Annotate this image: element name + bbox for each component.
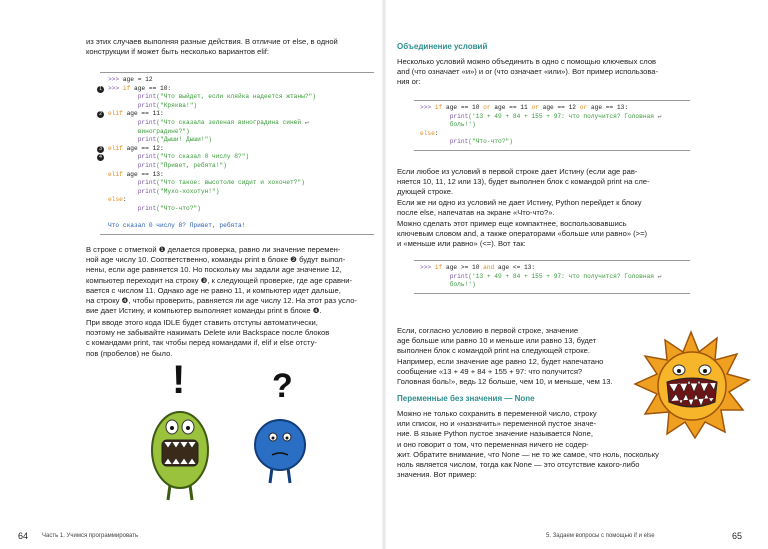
code-token: age == 13: bbox=[587, 104, 629, 111]
text-line: и оно говорит о том, что переменная ничего не содер- bbox=[397, 439, 589, 449]
left-idle-note-paragraph bbox=[86, 318, 366, 359]
code-line bbox=[420, 121, 690, 130]
text-line: ключевым словом and, а также операторами «больше или равно» (>=) bbox=[397, 229, 648, 239]
right-paragraph-none-true bbox=[397, 198, 679, 218]
code-token: : bbox=[122, 196, 127, 204]
text-line: Если же ни одно из условий не дает Истину, Python перейдет к блоку bbox=[397, 198, 642, 207]
text-line: age больше или равно 10 и меньше или равно 13, будет bbox=[397, 336, 597, 346]
text-line: При вводе этого кода IDLE будет ставить отступы автоматически, bbox=[86, 318, 318, 327]
exclamation-icon: ! bbox=[172, 358, 186, 402]
text-line: пов (пробелов) не было. bbox=[86, 348, 173, 358]
code-line bbox=[108, 179, 374, 188]
code-token: print bbox=[137, 136, 157, 144]
code-line bbox=[108, 93, 374, 102]
text-line: ной age числу 10. Соответственно, команды print в блоке ❷ будут выпол- bbox=[86, 255, 346, 265]
code-token: age >= 10 bbox=[442, 264, 484, 271]
code-token: ("Что такое: высотолю сидит и хохочет?") bbox=[156, 179, 305, 187]
text-line: значения. Вот пример: bbox=[397, 470, 477, 480]
code-token bbox=[108, 162, 138, 169]
code-token: age == 12 bbox=[538, 104, 580, 111]
line-wrap-icon: ↵ bbox=[653, 112, 662, 120]
code-token: print bbox=[137, 161, 157, 169]
code-token: print bbox=[449, 112, 469, 120]
text-line: ния or: bbox=[397, 77, 421, 87]
code-token: print bbox=[449, 138, 469, 146]
code-token: elif bbox=[108, 110, 123, 118]
code-token: print bbox=[137, 204, 157, 212]
code-token bbox=[108, 188, 138, 195]
left-code-block bbox=[100, 72, 374, 235]
code-line bbox=[108, 128, 374, 137]
callout-marker: 4 bbox=[97, 154, 104, 161]
code-token: >>> bbox=[420, 104, 435, 111]
code-token bbox=[108, 136, 138, 143]
text-line: В строке с отметкой ❶ делается проверка, равно ли значение перемен- bbox=[86, 245, 341, 254]
text-line: ноль является числом, тогда как None — это отсутствие какого-либо bbox=[397, 460, 640, 470]
code-token: age == 10: bbox=[130, 84, 172, 92]
callout-marker: 2 bbox=[97, 111, 104, 118]
code-token: else bbox=[420, 129, 435, 137]
code-line bbox=[99, 153, 374, 162]
text-line: Например, если значение age равно 12, будет напечатано bbox=[397, 356, 604, 366]
code-token bbox=[420, 273, 450, 280]
code-token bbox=[108, 179, 138, 186]
text-line: Можно сделать этот пример еще компактнее, воспользовавшись bbox=[397, 219, 627, 228]
text-line: няется 10, 11, 12 или 13), будет выполнен блок с командой print на сле- bbox=[397, 177, 650, 187]
code-token: print bbox=[137, 93, 157, 101]
code-line bbox=[420, 273, 690, 282]
right-intro-paragraph bbox=[397, 57, 679, 88]
line-wrap-icon: ↵ bbox=[301, 118, 309, 126]
text-line: Несколько условий можно объединить в одно с помощью ключевых слов bbox=[397, 57, 657, 66]
code-token: ('13 + 49 + 84 + 155 + 97: что получится? Головная bbox=[468, 272, 654, 280]
code-token: print bbox=[137, 153, 157, 161]
code-token: ("Что сказала зеленая виноградина синей bbox=[156, 118, 302, 126]
right-footer: 5. Задаем вопросы с помощью if и else bbox=[546, 533, 655, 539]
code-token: Что сказал 0 числу 8? Привет, ребята! bbox=[108, 222, 246, 230]
code-token: age == 11 bbox=[490, 104, 532, 111]
code-token bbox=[108, 205, 138, 212]
text-line: Если, согласно условию в первой строке, значение bbox=[397, 326, 579, 335]
code-token: боль!') bbox=[420, 281, 476, 289]
left-explanation-paragraph bbox=[86, 245, 366, 316]
blue-monster-illustration bbox=[250, 355, 320, 495]
text-line: из этих случаев выполняя разные действия. В отличие от else, в одной bbox=[86, 37, 338, 46]
text-line: конструкции if может быть несколько вариантов elif: bbox=[86, 47, 269, 57]
code-line bbox=[108, 76, 374, 85]
code-token: age == 12: bbox=[122, 144, 164, 152]
green-monster-illustration bbox=[150, 355, 240, 505]
text-line: ние. В языке Python пустое значение называется None, bbox=[397, 429, 593, 439]
code-token: elif bbox=[108, 170, 123, 178]
code-line bbox=[420, 281, 690, 290]
question-icon: ? bbox=[272, 367, 293, 405]
code-token: >>> bbox=[108, 76, 123, 83]
code-token bbox=[420, 113, 450, 120]
text-line: выполнен блок с командой print на следующей строке. bbox=[397, 346, 590, 356]
text-line: компьютер переходит на строку ❸, к следующей проверке, где age сравни- bbox=[86, 275, 353, 285]
right-paragraph-none bbox=[397, 409, 679, 480]
code-line bbox=[420, 130, 690, 139]
text-line: и «меньше или равно» (<=). Вот так: bbox=[397, 239, 526, 249]
text-line: жит. Обратите внимание, что None — не то же самое, что ноль, поскольку bbox=[397, 449, 659, 459]
code-line bbox=[108, 136, 374, 145]
code-token: ("Дыши! Дыши!") bbox=[156, 136, 212, 144]
code-line bbox=[108, 162, 374, 171]
code-line bbox=[108, 188, 374, 197]
code-token: if bbox=[434, 104, 443, 111]
code-token: print bbox=[449, 272, 469, 280]
code-token: age <= 13: bbox=[494, 264, 536, 271]
combining-conditions-heading: Объединение условий bbox=[397, 42, 488, 51]
code-token: else bbox=[108, 196, 123, 204]
text-line: вается с числом 11. Однако age не равно 11, и компьютер идет дальше, bbox=[86, 285, 341, 295]
code-token bbox=[108, 128, 138, 135]
text-line: and (что означает «и») и or (что означает «или»). Вот пример использова- bbox=[397, 67, 659, 77]
text-line: поэтому не забывайте нажимать Delete или Backspace после блоков bbox=[86, 328, 330, 338]
text-line: нены, если age равняется 10. Но поскольку мы задали age значение 12, bbox=[86, 265, 342, 275]
right-code-block-or bbox=[414, 100, 690, 151]
code-token: or bbox=[579, 104, 588, 111]
left-page-number: 64 bbox=[18, 531, 29, 541]
code-token: : bbox=[434, 129, 439, 137]
code-token: and bbox=[483, 264, 495, 271]
code-token: ('13 + 49 + 84 + 155 + 97: что получится? Головная bbox=[468, 112, 654, 120]
text-line: с командами print, так чтобы перед командами if, elif и else отсту- bbox=[86, 338, 317, 348]
code-line bbox=[99, 84, 374, 94]
code-token: боль!') bbox=[420, 121, 476, 129]
code-token: виноградине?") bbox=[137, 127, 190, 135]
code-line bbox=[420, 104, 690, 113]
right-paragraph-range bbox=[397, 326, 635, 387]
line-wrap-icon: ↵ bbox=[653, 272, 662, 280]
code-token: ("Привет, ребята!") bbox=[156, 161, 227, 169]
code-token: ("Что сказал 0 числу 8?") bbox=[156, 153, 250, 161]
code-token: print bbox=[137, 118, 157, 126]
code-token: ("Что выйдет, если кляйка надеется жтаны?") bbox=[156, 93, 316, 101]
code-token: age == 11: bbox=[122, 110, 164, 118]
code-line bbox=[108, 205, 374, 214]
code-token: age = 12 bbox=[122, 76, 153, 83]
right-paragraph-compact bbox=[397, 219, 679, 250]
right-page bbox=[384, 0, 768, 549]
right-paragraph-any-true bbox=[397, 167, 679, 198]
text-line: вие дает Истину, и компьютер выполняет команды print в блоке ❹. bbox=[86, 306, 322, 316]
code-token: ("Мухо-хохотун!") bbox=[156, 187, 220, 195]
code-token bbox=[108, 119, 138, 126]
code-token bbox=[108, 102, 138, 109]
code-token: >>> bbox=[108, 84, 123, 92]
code-token: ("Кряква!") bbox=[156, 101, 198, 109]
text-line: дующей строке. bbox=[397, 187, 454, 197]
code-token: >>> bbox=[420, 264, 435, 271]
text-line: Головная боль!», ведь 12 больше, чем 10, и меньше, чем 13. bbox=[397, 377, 613, 387]
code-line bbox=[108, 222, 374, 231]
code-token: age == 10 bbox=[442, 104, 484, 111]
right-page-number: 65 bbox=[732, 531, 743, 541]
text-line: сообщение «13 + 49 + 84 + 155 + 97: что получится? bbox=[397, 366, 583, 376]
code-token: print bbox=[137, 179, 157, 187]
text-line: Если любое из условий в первой строке дает Истину (если age рав- bbox=[397, 167, 638, 176]
code-line bbox=[108, 196, 374, 205]
code-line bbox=[108, 102, 374, 111]
code-token bbox=[108, 93, 138, 100]
code-token: print bbox=[137, 187, 157, 195]
code-line bbox=[420, 138, 690, 147]
code-token: print bbox=[137, 101, 157, 109]
text-line: или список, но и «назначить» переменной пустое значе- bbox=[397, 419, 597, 429]
none-variables-heading: Переменные без значения — None bbox=[397, 394, 535, 403]
code-token: or bbox=[531, 104, 539, 111]
text-line: Можно не только сохранить в переменной число, строку bbox=[397, 409, 597, 418]
code-token: ("Что-что?") bbox=[156, 204, 201, 212]
callout-marker: 3 bbox=[97, 146, 104, 153]
code-line bbox=[420, 113, 690, 122]
code-token bbox=[420, 138, 450, 145]
code-token: elif bbox=[108, 144, 123, 152]
code-token: or bbox=[483, 104, 491, 111]
code-token: ("Что-что?") bbox=[468, 138, 513, 146]
code-line bbox=[99, 110, 374, 119]
left-footer: Часть 1. Учимся программировать bbox=[42, 533, 139, 539]
text-line: после else, напечатав на экране «Что-что?». bbox=[397, 208, 555, 218]
code-token: if bbox=[122, 84, 131, 92]
code-token: if bbox=[434, 264, 443, 271]
code-line bbox=[108, 171, 374, 180]
code-line bbox=[99, 144, 374, 154]
code-token bbox=[108, 153, 138, 160]
callout-marker: 1 bbox=[97, 86, 104, 93]
code-token: age == 13: bbox=[122, 170, 164, 178]
code-line bbox=[108, 119, 374, 128]
left-intro-text bbox=[86, 37, 366, 57]
text-line: на строку ❹, чтобы проверить, равняется ли age числу 12. На этот раз усло- bbox=[86, 296, 357, 306]
code-token bbox=[108, 214, 112, 221]
code-line bbox=[108, 214, 374, 223]
code-line bbox=[420, 264, 690, 273]
right-code-block-and bbox=[414, 260, 690, 294]
